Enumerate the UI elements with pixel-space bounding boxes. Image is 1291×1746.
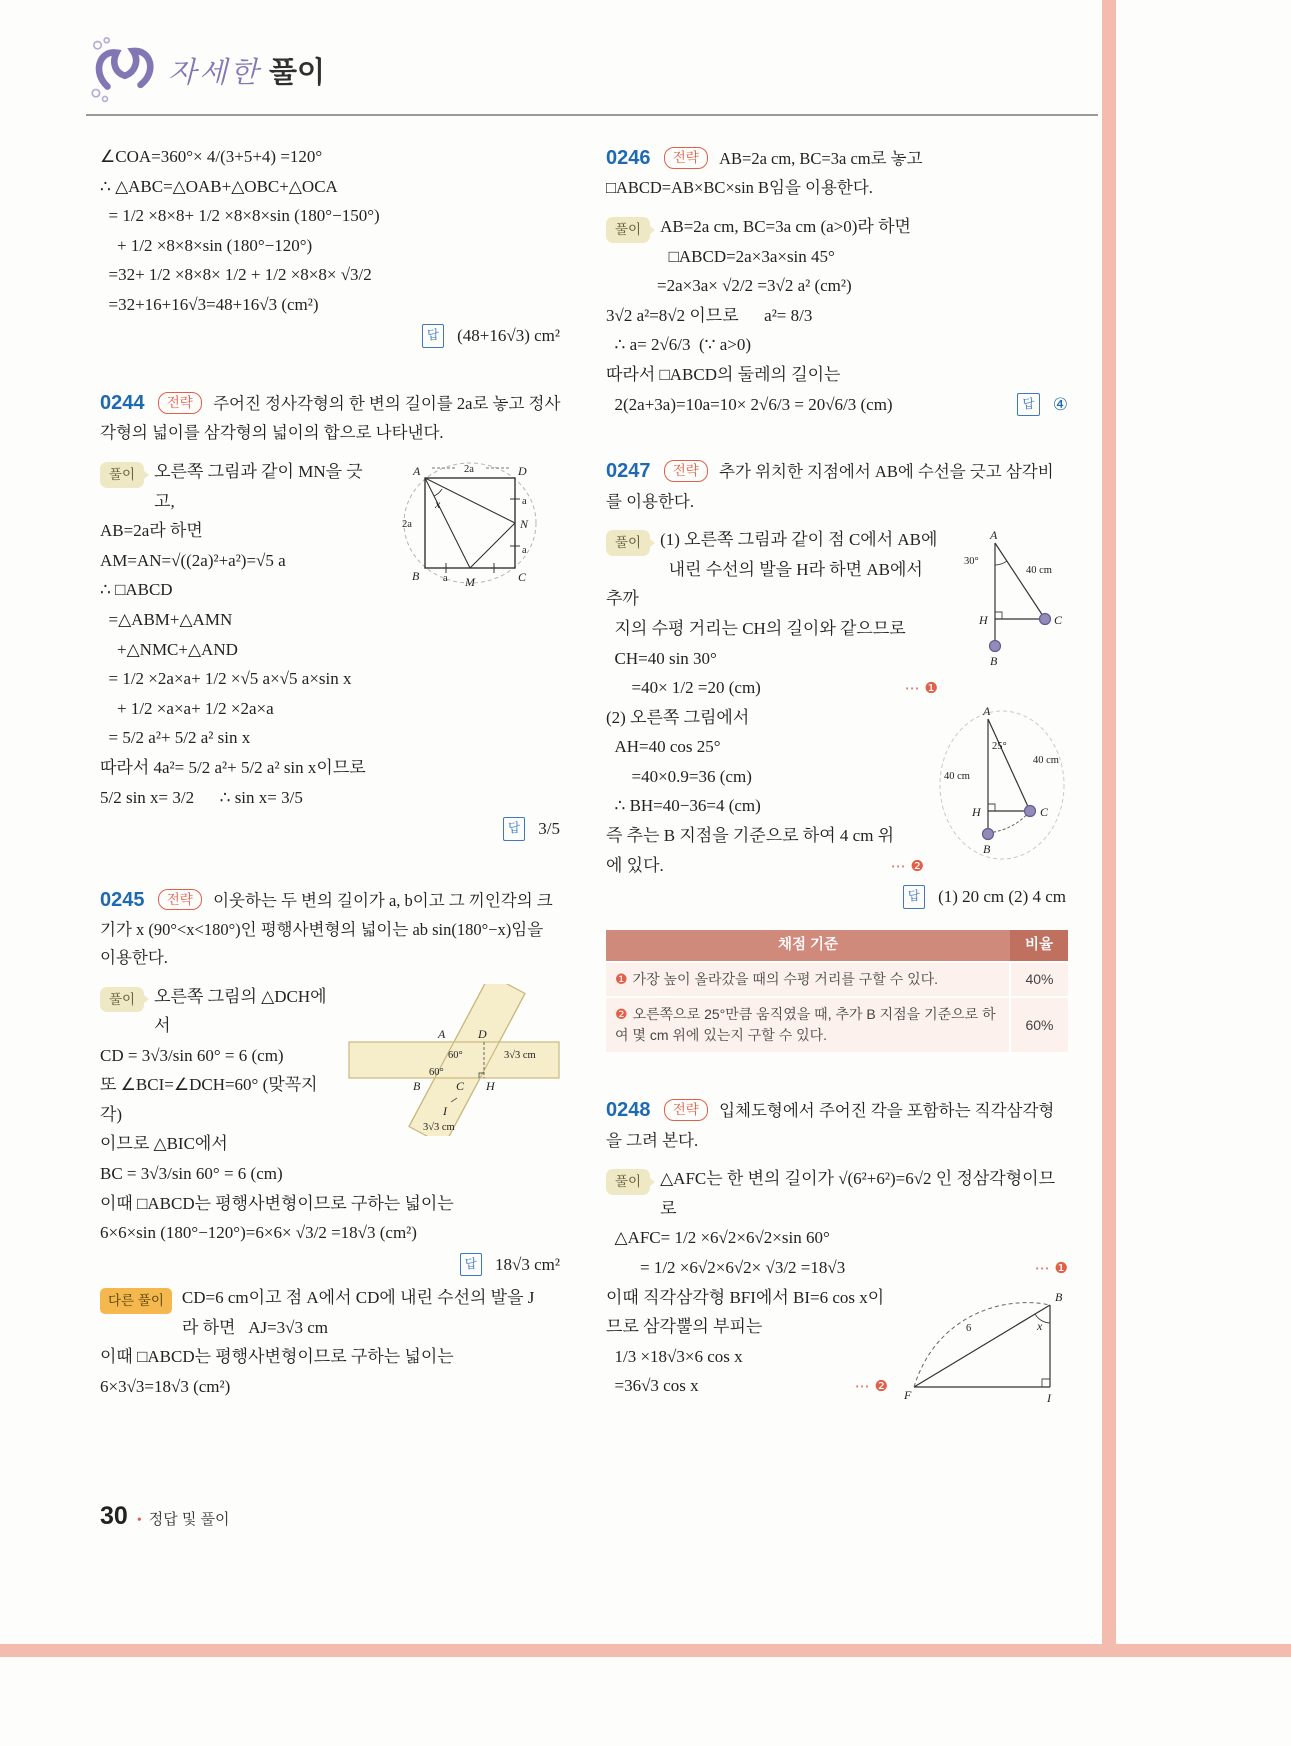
solution-section-part1 bbox=[606, 525, 1068, 702]
answer-text: ④ bbox=[1052, 394, 1068, 414]
table-row bbox=[606, 997, 1068, 1052]
page-header bbox=[86, 34, 325, 106]
figure-label: C bbox=[456, 1078, 465, 1093]
problem-0244 bbox=[100, 387, 562, 848]
interior-segments bbox=[425, 478, 515, 568]
text-line: 3√2 a²=8√2 이므로 a²= 8/3 bbox=[606, 305, 813, 325]
text-line: AH=40 cos 25° bbox=[606, 737, 721, 757]
strategy-badge: 전략 bbox=[158, 392, 202, 414]
solution-lines bbox=[100, 982, 562, 1248]
figure-label: N bbox=[520, 517, 529, 532]
strategy-line bbox=[606, 455, 1068, 515]
figure-label: B bbox=[413, 1078, 421, 1093]
text-line: +△NMC+△AND bbox=[100, 639, 238, 659]
problem-0247 bbox=[606, 455, 1068, 1058]
text-line: 따라서 □ABCD의 둘레의 길이는 bbox=[606, 365, 841, 384]
figure-label: x bbox=[435, 497, 441, 512]
text-line: 이때 □ABCD는 평행사변형이므로 구하는 넓이는 bbox=[100, 1193, 454, 1213]
text-line: 6×3√3=18√3 (cm²) bbox=[100, 1377, 231, 1397]
grading-criteria-table bbox=[606, 930, 1068, 1052]
equation: 에 있다. bbox=[606, 855, 664, 875]
figure-angle: 25° bbox=[992, 740, 1007, 752]
solution-section bbox=[606, 212, 1068, 419]
problem-0248 bbox=[606, 1094, 1068, 1424]
solution-badge: 풀이 bbox=[100, 462, 144, 487]
answer-badge: 답 bbox=[903, 885, 925, 909]
solution-section-part1 bbox=[606, 1164, 1068, 1282]
figure-label: D bbox=[518, 464, 527, 479]
figure-label: A bbox=[990, 528, 998, 543]
bob-b bbox=[990, 641, 1001, 652]
criteria-cell bbox=[606, 997, 1010, 1052]
step-marker-1: ⋯ ❶ bbox=[1034, 1258, 1068, 1277]
solution-section bbox=[100, 457, 562, 812]
alt-solution-badge: 다른 풀이 bbox=[100, 1288, 172, 1313]
triangle-edges bbox=[914, 1305, 1050, 1387]
text-line: (1) 오른쪽 그림과 같이 점 C에서 AB에 bbox=[660, 530, 938, 550]
text-line: + 1/2 ×8×8×sin (180°−120°) bbox=[100, 235, 313, 255]
equation: =40× 1/2 =20 (cm) bbox=[606, 678, 761, 698]
pendulum-30-svg bbox=[950, 527, 1068, 669]
text-line: 따라서 4a²= 5/2 a²+ 5/2 a² sin x이므로 bbox=[100, 757, 366, 777]
figure-pendulum-25 bbox=[936, 705, 1068, 873]
answer-text: (48+16√3) cm² bbox=[457, 326, 560, 346]
answer-badge: 답 bbox=[1017, 393, 1039, 417]
answer-text: (1) 20 cm (2) 4 cm bbox=[938, 887, 1066, 907]
content-columns bbox=[100, 142, 1068, 1424]
answer-text: 3/5 bbox=[538, 819, 560, 839]
problem-number: 0245 bbox=[100, 888, 145, 911]
text-line: 지의 수평 거리는 CH의 길이와 같으므로 bbox=[606, 619, 906, 638]
figure-label: M bbox=[465, 575, 475, 590]
figure-measure: a bbox=[522, 545, 527, 557]
figure-angle: 30° bbox=[964, 556, 979, 568]
answer-row bbox=[606, 882, 1066, 912]
bob-c bbox=[1025, 805, 1036, 816]
text-line: BC = 3√3/sin 60° = 6 (cm) bbox=[100, 1163, 283, 1183]
strategy-text: 주어진 정사각형의 한 변의 길이를 2a로 놓고 정사각형의 넓이를 삼각형의 넓이의 합으로 나타낸다. bbox=[100, 394, 561, 443]
text-line: 이므로 △BIC에서 bbox=[100, 1134, 228, 1154]
criteria-text: 가장 높이 올라갔을 때의 수평 거리를 구할 수 있다. bbox=[632, 971, 939, 988]
figure-angle: x bbox=[1037, 1318, 1043, 1333]
solution-lines bbox=[606, 212, 1068, 389]
criteria-marker: ❷ bbox=[615, 1006, 628, 1023]
step-marker-2: ⋯ ❷ bbox=[890, 856, 924, 875]
figure-crossing-strips bbox=[347, 984, 562, 1146]
page-footer bbox=[100, 1502, 230, 1531]
swing-arc bbox=[988, 811, 1030, 833]
text-line: ∴ a= 2√6/3 (∵ a>0) bbox=[606, 335, 752, 355]
string-line bbox=[995, 543, 1045, 619]
text-line: 1/3 ×18√3×6 cos x bbox=[606, 1346, 743, 1366]
solution-badge: 풀이 bbox=[606, 530, 650, 555]
figure-measure: 2a bbox=[402, 519, 412, 531]
text-line: = 5/2 a²+ 5/2 a² sin x bbox=[100, 728, 251, 748]
header-divider bbox=[86, 114, 1098, 116]
solution-section bbox=[100, 982, 562, 1248]
problem-0246 bbox=[606, 142, 1068, 419]
figure-angle: 60° bbox=[448, 1049, 463, 1061]
strategy-line bbox=[606, 142, 1068, 202]
figure-measure: 3√3 cm bbox=[504, 1049, 536, 1061]
strategy-text: AB=2a cm, BC=3a cm로 놓고 □ABCD=AB×BC×sin B임을 이용한다. bbox=[606, 149, 923, 198]
dashed-ellipse bbox=[940, 711, 1064, 859]
answer-badge: 답 bbox=[422, 324, 444, 348]
figure-pendulum-30 bbox=[950, 527, 1068, 679]
figure-measure: 2a bbox=[464, 464, 474, 476]
figure-measure: 6 bbox=[966, 1322, 972, 1334]
page-number: 30 bbox=[100, 1502, 128, 1530]
text-line: AB=2a라 하면 bbox=[100, 521, 203, 541]
text-line: CD = 3√3/sin 60° = 6 (cm) bbox=[100, 1045, 284, 1065]
figure-label: C bbox=[518, 570, 527, 585]
ratio-cell: 60% bbox=[1010, 997, 1068, 1052]
figure-measure: 3√3 cm bbox=[423, 1121, 455, 1133]
solution-lines bbox=[606, 703, 1068, 856]
figure-label: A bbox=[438, 1026, 446, 1041]
text-line: AB=2a cm, BC=3a cm (a>0)라 하면 bbox=[660, 217, 911, 237]
right-angle-mark bbox=[1042, 1379, 1050, 1387]
right-angle-mark bbox=[995, 612, 1002, 619]
text-line: ∠COA=360°× 4/(3+5+4) =120° bbox=[100, 147, 323, 166]
solution-badge: 풀이 bbox=[606, 217, 650, 242]
text-line: AM=AN=√((2a)²+a²)=√5 a bbox=[100, 550, 286, 570]
text-line: =32+ 1/2 ×8×8× 1/2 + 1/2 ×8×8× √3/2 bbox=[100, 265, 372, 285]
equation: = 1/2 ×6√2×6√2× √3/2 =18√3 bbox=[606, 1257, 846, 1277]
problem-number: 0248 bbox=[606, 1099, 651, 1122]
strategy-text: 입체도형에서 주어진 각을 포함하는 직각삼각형을 그려 본다. bbox=[606, 1101, 1055, 1150]
answer-badge: 답 bbox=[460, 1253, 482, 1277]
text-line: + 1/2 ×a×a+ 1/2 ×2a×a bbox=[100, 698, 274, 718]
answer-row bbox=[100, 814, 560, 844]
text-line: 이때 □ABCD는 평행사변형이므로 구하는 넓이는 bbox=[100, 1347, 454, 1367]
right-angle-mark bbox=[988, 804, 995, 811]
text-line: (2) 오른쪽 그림에서 bbox=[606, 707, 750, 727]
answer-row bbox=[100, 321, 560, 351]
angle-arc bbox=[434, 489, 442, 496]
figure-measure: 40 cm bbox=[944, 770, 970, 782]
string-line bbox=[988, 719, 1030, 811]
header-title-light: 자세한 bbox=[168, 56, 262, 89]
text-line: = 1/2 ×8×8+ 1/2 ×8×8×sin (180°−150°) bbox=[100, 206, 380, 226]
strips-diagram-svg bbox=[347, 984, 562, 1136]
text-line: □ABCD=2a×3a×sin 45° bbox=[660, 246, 835, 266]
answer-inline bbox=[1017, 390, 1068, 420]
text-line: △AFC는 한 변의 길이가 √(6²+6²)=6√2 인 정삼각형이므로 bbox=[660, 1169, 1055, 1218]
equation-with-marker bbox=[606, 851, 924, 881]
dashed-ellipse bbox=[404, 463, 536, 583]
text-line: CD=6 cm이고 점 A에서 CD에 내린 수선의 발을 J bbox=[181, 1288, 535, 1308]
criteria-cell bbox=[606, 962, 1010, 997]
strategy-badge: 전략 bbox=[158, 889, 202, 911]
equation-with-marker bbox=[606, 1371, 888, 1401]
continued-solution-block bbox=[100, 142, 562, 351]
equation-with-marker bbox=[606, 1253, 1068, 1283]
triangle-bfi-svg bbox=[900, 1285, 1068, 1407]
text-line: 내린 수선의 발을 H라 하면 AB에서 추까 bbox=[606, 559, 928, 609]
figure-label: B bbox=[990, 654, 998, 669]
table-header-ratio: 비율 bbox=[1010, 930, 1068, 962]
text-line: =△ABM+△AMN bbox=[100, 610, 233, 630]
figure-label: H bbox=[486, 1078, 495, 1093]
strategy-badge: 전략 bbox=[664, 147, 708, 169]
figure-label: B bbox=[412, 569, 420, 584]
solution-section-part2 bbox=[606, 1283, 1068, 1425]
problem-0245 bbox=[100, 884, 562, 1402]
tick-marks bbox=[446, 499, 520, 573]
criteria-text: 오른쪽으로 25°만큼 움직였을 때, 추가 B 지점을 기준으로 하여 몇 cm 위에 있는지 구할 수 있다. bbox=[615, 1006, 996, 1044]
figure-measure: a bbox=[443, 573, 448, 585]
table-row bbox=[606, 962, 1068, 997]
header-logo-icon bbox=[86, 34, 162, 106]
bob-b bbox=[983, 828, 994, 839]
figure-label: D bbox=[478, 1026, 487, 1041]
strategy-badge: 전략 bbox=[664, 1099, 708, 1121]
solution-lines bbox=[100, 142, 562, 319]
table-header-row bbox=[606, 930, 1068, 962]
figure-right-triangle bbox=[900, 1285, 1068, 1417]
angle-arc bbox=[995, 561, 1007, 565]
answer-badge: 답 bbox=[503, 817, 525, 841]
strategy-line bbox=[606, 1094, 1068, 1154]
text-line: 라 하면 AJ=3√3 cm bbox=[181, 1317, 329, 1337]
bob-c bbox=[1040, 614, 1051, 625]
figure-label: I bbox=[1047, 1390, 1051, 1405]
text-line: ∴ □ABCD bbox=[100, 580, 173, 600]
text-line: 또 ∠BCI=∠DCH=60° (맞꼭지각) bbox=[100, 1075, 318, 1124]
figure-label: H bbox=[972, 804, 981, 819]
solution-badge: 풀이 bbox=[100, 987, 144, 1012]
solution-badge: 풀이 bbox=[606, 1169, 650, 1194]
final-equation-row bbox=[606, 390, 1068, 420]
strategy-text: 추가 위치한 지점에서 AB에 수선을 긋고 삼각비를 이용한다. bbox=[606, 462, 1054, 511]
figure-label: F bbox=[904, 1387, 912, 1402]
figure-label: C bbox=[1054, 613, 1063, 628]
strategy-line bbox=[100, 884, 562, 972]
text-line: ∴ BH=40−36=4 (cm) bbox=[606, 796, 761, 816]
figure-measure: 40 cm bbox=[1026, 565, 1052, 577]
pendulum-25-svg bbox=[936, 705, 1068, 863]
figure-label: I bbox=[443, 1103, 447, 1118]
text-line: CH=40 sin 30° bbox=[606, 648, 717, 668]
right-column bbox=[606, 142, 1068, 1424]
table-header-criteria: 채점 기준 bbox=[606, 930, 1010, 962]
strategy-line bbox=[100, 387, 562, 447]
figure-angle: 60° bbox=[429, 1066, 444, 1078]
text-line: 즉 추는 B 지점을 기준으로 하여 4 cm 위 bbox=[606, 826, 895, 846]
footer-separator: • bbox=[136, 1513, 142, 1528]
text-line: 5/2 sin x= 3/2 ∴ sin x= 3/5 bbox=[100, 787, 303, 807]
equation: =36√3 cos x bbox=[606, 1376, 699, 1396]
criteria-marker: ❶ bbox=[615, 971, 628, 988]
answer-text: 18√3 cm² bbox=[495, 1254, 560, 1274]
footer-label: 정답 및 풀이 bbox=[148, 1511, 230, 1528]
figure-label: B bbox=[983, 841, 991, 856]
answer-row bbox=[100, 1250, 560, 1280]
page-accent-bottom-bar bbox=[0, 1644, 1291, 1657]
problem-number: 0244 bbox=[100, 392, 145, 415]
text-line: =2a×3a× √2/2 =3√2 a² (cm²) bbox=[606, 276, 852, 296]
solution-section-part2 bbox=[606, 703, 1068, 881]
header-title-bold: 풀이 bbox=[269, 56, 326, 89]
square-outline bbox=[425, 478, 515, 568]
figure-label: B bbox=[1055, 1289, 1063, 1304]
text-line: 6×6×sin (180°−120°)=6×6× √3/2 =18√3 (cm²) bbox=[100, 1223, 417, 1243]
text-line: 오른쪽 그림과 같이 MN을 긋고, bbox=[154, 462, 363, 511]
text-line: = 1/2 ×2a×a+ 1/2 ×√5 a×√5 a×sin x bbox=[100, 669, 352, 689]
step-marker-1: ⋯ ❶ bbox=[904, 679, 938, 698]
figure-measure: 40 cm bbox=[1033, 754, 1059, 766]
problem-number: 0247 bbox=[606, 460, 651, 483]
text-line: =32+16+16√3=48+16√3 (cm²) bbox=[100, 294, 319, 314]
equation-with-marker bbox=[606, 673, 938, 703]
alt-solution-lines bbox=[100, 1283, 562, 1401]
figure-label: H bbox=[979, 613, 988, 628]
left-column bbox=[100, 142, 562, 1424]
page-accent-right-bar bbox=[1102, 0, 1116, 1644]
square-diagram-svg bbox=[390, 459, 562, 595]
text-line: 오른쪽 그림의 △DCH에서 bbox=[154, 986, 327, 1036]
figure-label: C bbox=[1040, 804, 1049, 819]
text-line: △AFC= 1/2 ×6√2×6√2×sin 60° bbox=[606, 1228, 830, 1248]
solution-lines bbox=[606, 525, 1068, 673]
alt-solution-section bbox=[100, 1283, 562, 1401]
strategy-text: 이웃하는 두 변의 길이가 a, b이고 그 끼인각의 크기가 x (90°<x<180°)인 평행사변형의 넓이는 ab sin(180°−x)임을 이용한다. bbox=[100, 890, 553, 967]
strategy-badge: 전략 bbox=[664, 460, 708, 482]
solution-lines bbox=[606, 1164, 1068, 1253]
figure-square-mn bbox=[390, 459, 562, 605]
figure-measure: a bbox=[522, 496, 527, 508]
problem-number: 0246 bbox=[606, 147, 651, 169]
step-marker-2: ⋯ ❷ bbox=[854, 1377, 888, 1396]
text-line: =40×0.9=36 (cm) bbox=[606, 766, 752, 786]
equation: 2(2a+3a)=10a=10× 2√6/3 = 20√6/3 (cm) bbox=[606, 394, 893, 414]
figure-label: A bbox=[983, 704, 991, 718]
ratio-cell: 40% bbox=[1010, 962, 1068, 997]
solution-lines bbox=[100, 457, 562, 812]
figure-label: A bbox=[413, 464, 421, 479]
text-line: ∴ △ABC=△OAB+△OBC+△OCA bbox=[100, 176, 338, 196]
text-line: 이때 직각삼각형 BFI에서 BI=6 cos x이므로 삼각뿔의 부피는 bbox=[606, 1287, 885, 1337]
